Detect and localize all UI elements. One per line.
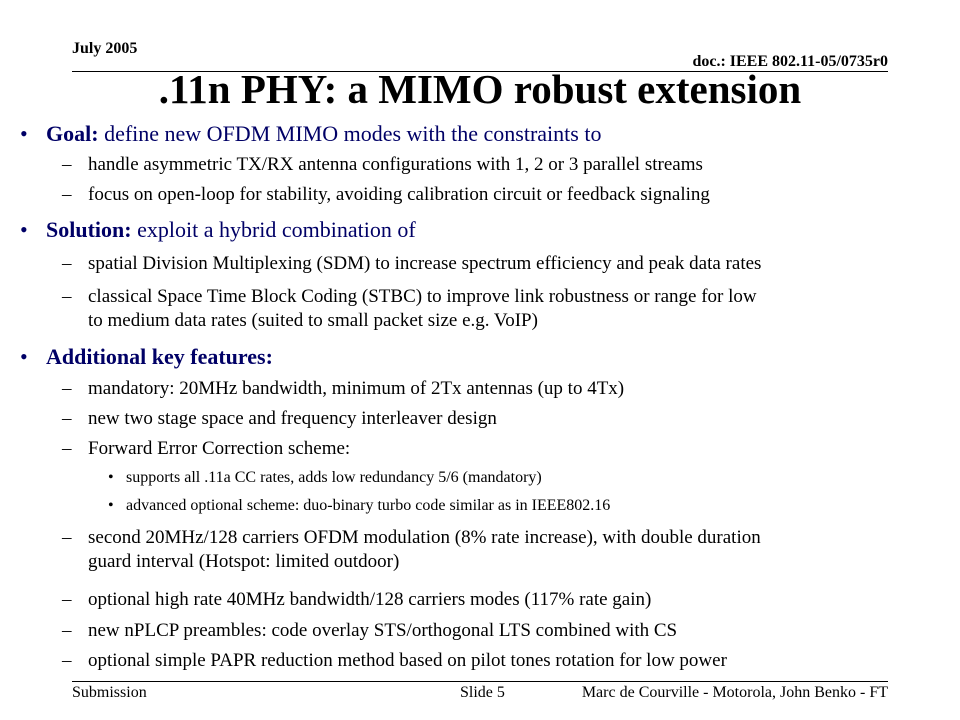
- feature-item-3: [62, 437, 351, 461]
- solution-item-2-text: classical Space Time Block Coding (STBC) to improve link robustness or range for low: [88, 286, 757, 307]
- dash-marker: –: [62, 527, 72, 548]
- goal-item-2-text: focus on open-loop for stability, avoiding calibration circuit or feedback signaling: [88, 184, 710, 205]
- fec-sub-item-2: [108, 496, 611, 516]
- feature-item-5: [62, 588, 652, 612]
- feature-item-5-text: optional high rate 40MHz bandwidth/128 carriers modes (117% rate gain): [88, 589, 652, 610]
- feature-item-2-text: new two stage space and frequency interleaver design: [88, 408, 497, 429]
- solution-item-1-text: spatial Division Multiplexing (SDM) to increase spectrum efficiency and peak data rates: [88, 253, 762, 274]
- dash-marker: –: [62, 589, 72, 610]
- dash-marker: –: [62, 286, 72, 307]
- header-doc-id: doc.: IEEE 802.11-05/0735r0: [692, 53, 888, 70]
- bullet-marker: •: [20, 121, 28, 146]
- slide-title: .11n PHY: a MIMO robust extension: [158, 66, 802, 112]
- goal-item-2: [62, 183, 710, 207]
- feature-item-3-text: Forward Error Correction scheme:: [88, 438, 351, 459]
- bullet-goal-text: define new OFDM MIMO modes with the constraints to: [98, 121, 602, 146]
- solution-item-2: [62, 285, 757, 309]
- solution-item-1: [62, 252, 762, 276]
- dash-marker: –: [62, 620, 72, 641]
- bullet-solution: [20, 217, 416, 243]
- footer-submission: Submission: [72, 684, 147, 701]
- feature-item-6: [62, 619, 678, 643]
- feature-item-1-text: mandatory: 20MHz bandwidth, minimum of 2Tx antennas (up to 4Tx): [88, 378, 625, 399]
- feature-item-1: [62, 377, 625, 401]
- feature-item-2: [62, 407, 497, 431]
- bullet-solution-text: exploit a hybrid combination of: [131, 217, 416, 242]
- bullet-solution-lead: Solution:: [46, 217, 132, 242]
- feature-item-4-cont-text: guard interval (Hotspot: limited outdoor): [88, 551, 400, 572]
- solution-item-2-cont: [88, 309, 538, 333]
- bullet-features: [20, 344, 273, 370]
- fec-sub-item-1: [108, 468, 542, 488]
- dash-marker: –: [62, 253, 72, 274]
- dash-marker: –: [62, 378, 72, 399]
- footer-divider: [72, 681, 888, 682]
- feature-item-4-cont: [88, 550, 399, 574]
- dash-marker: –: [62, 650, 72, 671]
- feature-item-4-text: second 20MHz/128 carriers OFDM modulation (8% rate increase), with double duration: [88, 527, 761, 548]
- bullet-features-lead: Additional key features:: [46, 344, 273, 369]
- bullet-marker: •: [108, 497, 114, 514]
- footer-authors: Marc de Courville - Motorola, John Benko - FT: [581, 684, 888, 701]
- dash-marker: –: [62, 408, 72, 429]
- solution-item-2-cont-text: to medium data rates (suited to small packet size e.g. VoIP): [88, 310, 538, 331]
- feature-item-7: [62, 649, 727, 673]
- dash-marker: –: [62, 184, 72, 205]
- feature-item-4: [62, 526, 761, 550]
- bullet-marker: •: [20, 217, 28, 242]
- feature-item-7-text: optional simple PAPR reduction method based on pilot tones rotation for low power: [88, 650, 727, 671]
- goal-item-1: [62, 153, 703, 177]
- fec-sub-item-2-text: advanced optional scheme: duo-binary turbo code similar as in IEEE802.16: [126, 497, 611, 514]
- feature-item-6-text: new nPLCP preambles: code overlay STS/orthogonal LTS combined with CS: [88, 620, 678, 641]
- bullet-marker: •: [20, 344, 28, 369]
- dash-marker: –: [62, 438, 72, 459]
- dash-marker: –: [62, 154, 72, 175]
- bullet-goal: [20, 121, 602, 147]
- header-date: July 2005: [72, 40, 138, 57]
- goal-item-1-text: handle asymmetric TX/RX antenna configurations with 1, 2 or 3 parallel streams: [88, 154, 703, 175]
- bullet-marker: •: [108, 469, 114, 486]
- footer-slide-number: Slide 5: [460, 684, 505, 701]
- bullet-goal-lead: Goal:: [46, 121, 99, 146]
- fec-sub-item-1-text: supports all .11a CC rates, adds low redundancy 5/6 (mandatory): [126, 469, 542, 486]
